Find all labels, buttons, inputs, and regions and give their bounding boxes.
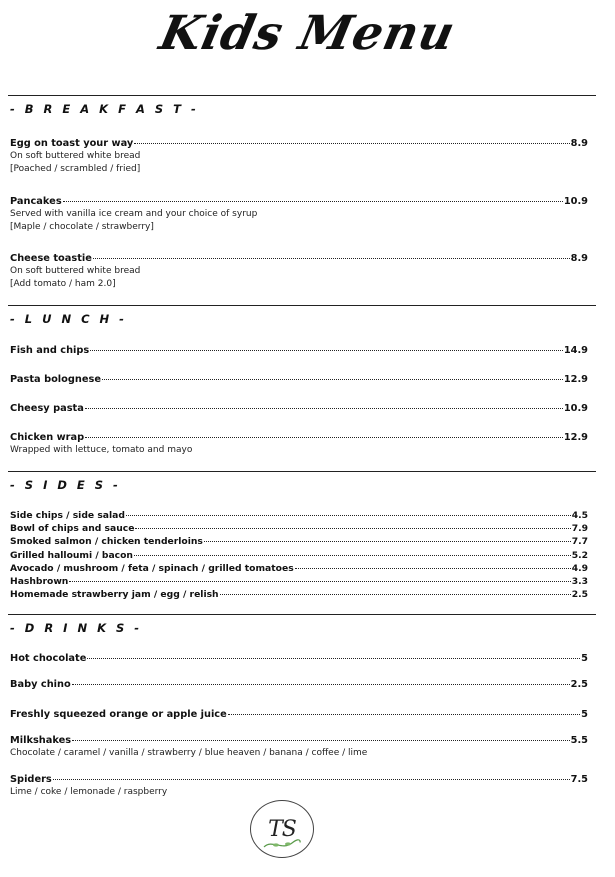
section-heading-drinks: - D R I N K S - [10,621,143,635]
leader-dots [204,541,571,542]
leader-dots [134,555,571,556]
item-name: Pancakes [10,196,62,207]
leader-dots [90,350,563,351]
item-options: [Poached / scrambled / fried] [10,164,141,174]
menu-item [10,678,588,691]
item-name: Milkshakes [10,735,72,746]
list-item [10,575,588,588]
list-item [10,562,588,575]
item-description: Wrapped with lettuce, tomato and mayo [10,445,193,455]
list-item [10,549,588,562]
item-price: 12.9 [563,432,588,443]
menu-item [10,734,588,760]
leader-dots [85,437,563,438]
leader-dots [126,515,571,516]
item-description: Chocolate / caramel / vanilla / strawberry / blue heaven / banana / coffee / lime [10,748,368,758]
item-price: 8.9 [570,138,588,149]
item-price: 7.9 [571,523,588,535]
leader-dots [93,258,570,259]
leader-dots [53,779,570,780]
menu-item [10,402,588,415]
item-name: Chicken wrap [10,432,85,443]
item-name: Spiders [10,774,52,785]
item-name: Hot chocolate [10,653,87,664]
item-name: Egg on toast your way [10,138,134,149]
item-name: Smoked salmon / chicken tenderloins [10,536,203,548]
item-name: Freshly squeezed orange or apple juice [10,709,227,720]
item-description: Served with vanilla ice cream and your choice of syrup [10,209,258,219]
item-name: Bowl of chips and sauce [10,523,135,535]
menu-item [10,252,588,291]
leader-dots [135,528,570,529]
item-price: 2.5 [570,679,588,690]
item-options: [Add tomato / ham 2.0] [10,279,116,289]
menu-title: Kids Menu [154,6,461,61]
leader-dots [295,568,571,569]
menu-item [10,344,588,357]
section-heading-sides: - S I D E S - [10,478,121,492]
item-price: 3.3 [571,576,588,588]
item-price: 8.9 [570,253,588,264]
item-price: 10.9 [563,196,588,207]
leader-dots [72,684,570,685]
item-options: [Maple / chocolate / strawberry] [10,222,154,232]
item-price: 5 [581,653,588,664]
list-item [10,588,588,601]
item-price: 14.9 [563,345,588,356]
leader-dots [134,143,569,144]
menu-item [10,652,588,665]
item-price: 10.9 [563,403,588,414]
leader-dots [102,379,563,380]
leader-dots [228,714,580,715]
item-price: 4.5 [571,510,588,521]
leader-dots [87,658,580,659]
leader-dots [69,581,570,582]
leaf-swirl-icon [262,837,302,851]
leader-dots [85,408,563,409]
divider [8,614,596,615]
item-price: 2.5 [571,589,588,601]
item-name: Cheesy pasta [10,403,84,414]
menu-item [10,708,588,721]
menu-item [10,431,588,457]
item-name: Pasta bolognese [10,374,102,385]
item-name: Homemade strawberry jam / egg / relish [10,589,219,601]
item-description: On soft buttered white bread [10,266,141,276]
item-name: Fish and chips [10,345,90,356]
logo-text: TS [268,816,296,842]
section-heading-breakfast: - B R E A K F A S T - [10,102,199,116]
section-heading-lunch: - L U N C H - [10,312,127,326]
list-item [10,522,588,535]
leader-dots [72,740,570,741]
sides-list [10,509,588,601]
item-name: Side chips / side salad [10,510,125,521]
item-name: Avocado / mushroom / feta / spinach / grilled tomatoes [10,562,294,574]
menu-item [10,773,588,799]
item-price: 12.9 [563,374,588,385]
ts-monogram-logo [250,800,314,858]
item-price: 5.5 [570,735,588,746]
item-description: Lime / coke / lemonade / raspberry [10,787,168,797]
menu-item [10,137,588,176]
list-item [10,509,588,522]
item-price: 5 [581,709,588,720]
menu-item [10,373,588,386]
item-price: 4.9 [571,562,588,574]
item-name: Cheese toastie [10,253,92,264]
leader-dots [63,201,563,202]
item-name: Hashbrown [10,576,69,588]
divider [8,471,596,472]
item-price: 5.2 [571,549,588,561]
divider [8,95,596,96]
leader-dots [220,594,571,595]
list-item [10,535,588,548]
divider [8,305,596,306]
item-price: 7.5 [570,774,588,785]
menu-item [10,195,588,234]
item-price: 7.7 [571,536,588,548]
item-name: Grilled halloumi / bacon [10,549,133,561]
item-name: Baby chino [10,679,71,690]
item-description: On soft buttered white bread [10,151,141,161]
